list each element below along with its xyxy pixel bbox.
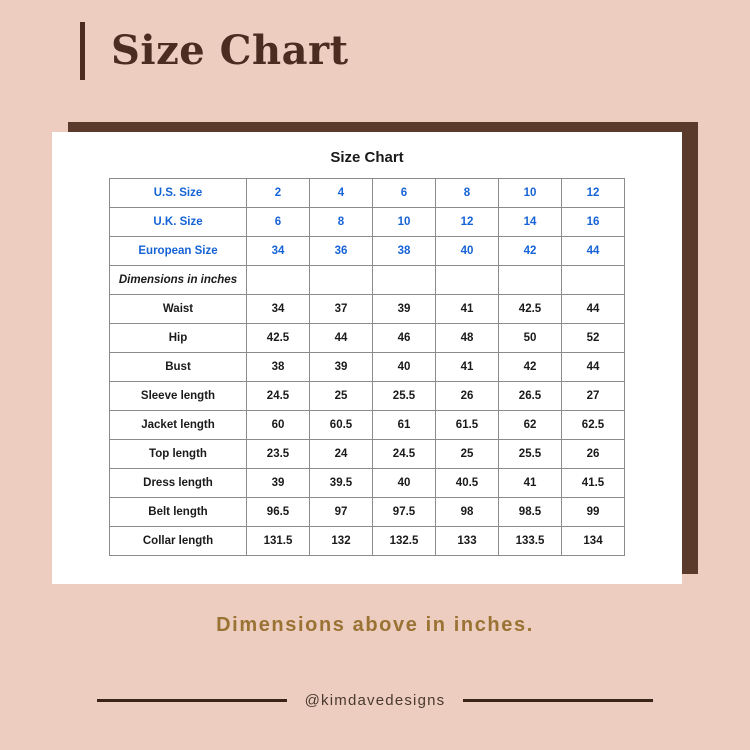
table-cell: 62.5 [562, 411, 625, 440]
table-cell: 10 [499, 179, 562, 208]
table-cell: 39 [310, 353, 373, 382]
table-cell: 133.5 [499, 527, 562, 556]
table-cell: 8 [436, 179, 499, 208]
table-row [110, 411, 625, 440]
table-cell: 132.5 [373, 527, 436, 556]
table-cell: 134 [562, 527, 625, 556]
table-row [110, 266, 625, 295]
table-cell: 42.5 [499, 295, 562, 324]
table-cell: 60.5 [310, 411, 373, 440]
table-cell: 8 [310, 208, 373, 237]
table-cell: 38 [247, 353, 310, 382]
table-cell: 40 [373, 469, 436, 498]
row-label: Bust [110, 353, 247, 382]
row-label: European Size [110, 237, 247, 266]
table-cell: 26 [562, 440, 625, 469]
row-label: Belt length [110, 498, 247, 527]
table-cell: 10 [373, 208, 436, 237]
table-row [110, 498, 625, 527]
table-cell: 62 [499, 411, 562, 440]
row-label: Hip [110, 324, 247, 353]
table-cell: 41 [499, 469, 562, 498]
row-label: Waist [110, 295, 247, 324]
table-cell: 50 [499, 324, 562, 353]
table-cell: 34 [247, 237, 310, 266]
table-cell: 25 [310, 382, 373, 411]
table-cell [247, 266, 310, 295]
table-cell: 97 [310, 498, 373, 527]
row-label: Dimensions in inches [110, 266, 247, 295]
table-cell: 26 [436, 382, 499, 411]
table-row [110, 237, 625, 266]
table-cell: 26.5 [499, 382, 562, 411]
table-cell [499, 266, 562, 295]
row-label: Sleeve length [110, 382, 247, 411]
table-cell [373, 266, 436, 295]
table-cell: 2 [247, 179, 310, 208]
table-body [110, 179, 625, 556]
page-header [80, 22, 349, 80]
table-cell: 44 [562, 353, 625, 382]
table-cell: 42 [499, 353, 562, 382]
table-row [110, 382, 625, 411]
table-cell: 40 [436, 237, 499, 266]
table-row [110, 179, 625, 208]
table-cell: 42 [499, 237, 562, 266]
table-cell: 99 [562, 498, 625, 527]
table-cell: 133 [436, 527, 499, 556]
table-cell: 42.5 [247, 324, 310, 353]
table-cell: 12 [436, 208, 499, 237]
table-cell: 41 [436, 353, 499, 382]
table-cell: 37 [310, 295, 373, 324]
table-cell: 39 [247, 469, 310, 498]
table-cell: 41.5 [562, 469, 625, 498]
table-cell: 25.5 [373, 382, 436, 411]
table-cell: 27 [562, 382, 625, 411]
page-footer [0, 688, 750, 712]
table-row [110, 208, 625, 237]
table-row [110, 527, 625, 556]
table-cell [436, 266, 499, 295]
card-title: Size Chart [330, 149, 404, 166]
table-cell [562, 266, 625, 295]
table-cell: 24.5 [247, 382, 310, 411]
table-cell: 98.5 [499, 498, 562, 527]
table-cell: 131.5 [247, 527, 310, 556]
size-chart-card [52, 132, 682, 584]
caption-text: Dimensions above in inches. [216, 614, 534, 636]
table-cell: 97.5 [373, 498, 436, 527]
table-cell: 46 [373, 324, 436, 353]
table-cell: 98 [436, 498, 499, 527]
table-cell: 52 [562, 324, 625, 353]
table-row [110, 469, 625, 498]
page-title: Size Chart [111, 27, 349, 74]
header-accent-bar [80, 22, 85, 80]
footer-divider-right [463, 699, 653, 702]
table-cell: 40 [373, 353, 436, 382]
table-cell: 61 [373, 411, 436, 440]
table-cell: 132 [310, 527, 373, 556]
size-chart-table [109, 178, 625, 556]
table-cell: 36 [310, 237, 373, 266]
table-row [110, 353, 625, 382]
footer-divider-left [97, 699, 287, 702]
row-label: Dress length [110, 469, 247, 498]
table-row [110, 440, 625, 469]
table-cell: 96.5 [247, 498, 310, 527]
table-cell: 23.5 [247, 440, 310, 469]
row-label: Collar length [110, 527, 247, 556]
table-cell: 12 [562, 179, 625, 208]
table-cell: 14 [499, 208, 562, 237]
table-cell: 40.5 [436, 469, 499, 498]
table-cell: 6 [373, 179, 436, 208]
table-cell: 4 [310, 179, 373, 208]
table-cell: 25.5 [499, 440, 562, 469]
row-label: U.K. Size [110, 208, 247, 237]
table-cell: 44 [562, 237, 625, 266]
row-label: U.S. Size [110, 179, 247, 208]
table-cell: 61.5 [436, 411, 499, 440]
table-cell: 44 [562, 295, 625, 324]
table-cell: 6 [247, 208, 310, 237]
table-cell: 48 [436, 324, 499, 353]
table-cell: 34 [247, 295, 310, 324]
table-row [110, 295, 625, 324]
row-label: Top length [110, 440, 247, 469]
row-label: Jacket length [110, 411, 247, 440]
table-cell: 60 [247, 411, 310, 440]
footer-handle: @kimdavedesigns [304, 691, 446, 709]
table-cell: 16 [562, 208, 625, 237]
table-cell [310, 266, 373, 295]
table-cell: 38 [373, 237, 436, 266]
table-cell: 39 [373, 295, 436, 324]
table-cell: 24.5 [373, 440, 436, 469]
table-cell: 39.5 [310, 469, 373, 498]
table-cell: 44 [310, 324, 373, 353]
table-cell: 24 [310, 440, 373, 469]
table-cell: 41 [436, 295, 499, 324]
table-row [110, 324, 625, 353]
table-cell: 25 [436, 440, 499, 469]
